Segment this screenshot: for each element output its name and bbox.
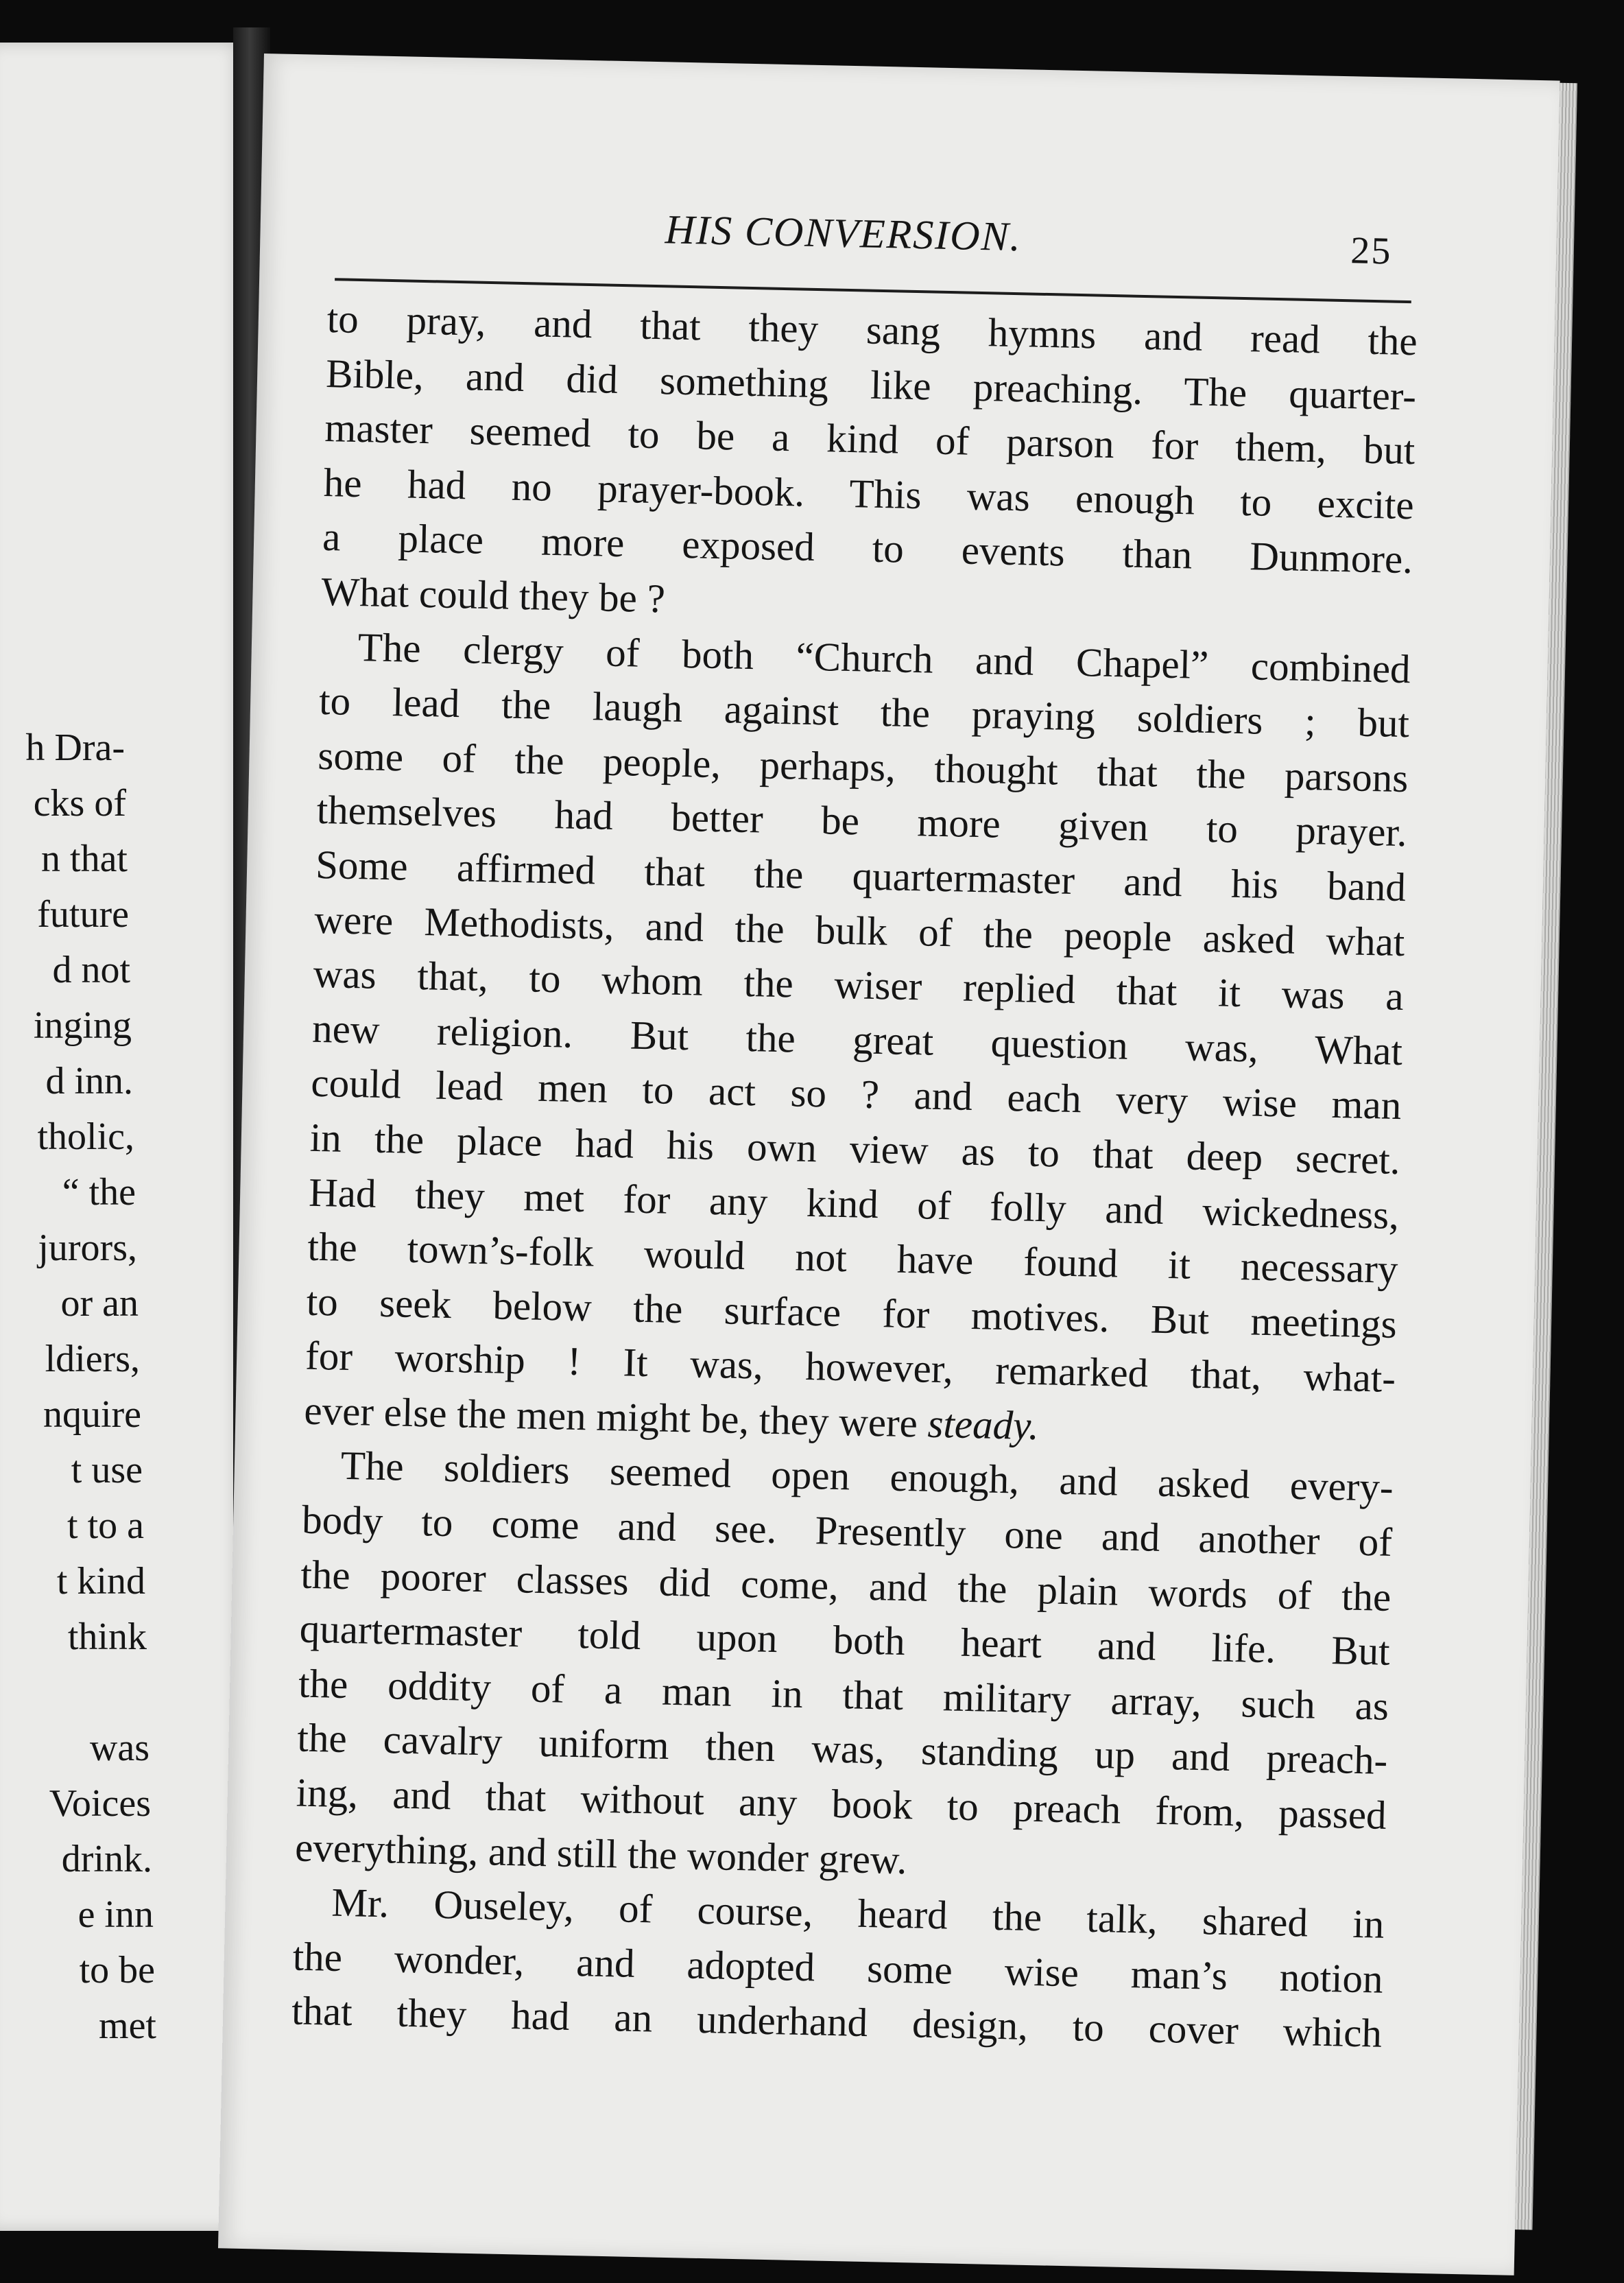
left-page-line: n that xyxy=(41,838,128,880)
text-line: for worship ! It was, however, remarked that, what- xyxy=(304,1332,1396,1401)
left-page-line: d not xyxy=(52,949,130,991)
left-page-line: inging xyxy=(33,1004,132,1047)
text-line: that they had an underhand design, to cover which xyxy=(291,1987,1383,2057)
previous-page-strip xyxy=(0,43,248,2231)
text-line: in the place had his own view as to that deep secret. xyxy=(309,1114,1401,1183)
running-title: HIS CONVERSION. xyxy=(665,206,1023,260)
text-line: the oddity of a man in that military array, such as xyxy=(298,1660,1389,1729)
text-line: ing, and that without any book to preach from, passed xyxy=(296,1769,1387,1838)
left-page-line: t to a xyxy=(67,1504,144,1547)
emphasized-word: steady. xyxy=(927,1400,1040,1448)
left-page-line: e inn xyxy=(77,1893,154,1936)
text-line: he had no prayer-book. This was enough to excite xyxy=(323,459,1415,528)
text-line: was that, to whom the wiser replied that it was a xyxy=(313,950,1405,1019)
left-page-line: was xyxy=(89,1727,150,1769)
text-line: themselves had better be more given to prayer. xyxy=(316,787,1408,855)
text-line: everything, and still the wonder grew. xyxy=(294,1824,908,1882)
text-line: the wonder, and adopted some wise man’s notion xyxy=(292,1933,1384,2002)
text-line: new religion. But the great question was, What xyxy=(311,1005,1403,1074)
left-page-line: t use xyxy=(71,1449,143,1491)
text-line: could lead men to act so ? and each very wise man xyxy=(310,1060,1402,1128)
text-line: quartermaster told upon both heart and life. But xyxy=(299,1605,1391,1675)
left-page-line: h Dra- xyxy=(25,726,125,769)
left-page-line: or an xyxy=(60,1282,139,1325)
left-page-line: future xyxy=(37,893,129,936)
text-line: body to come and see. Presently one and another of xyxy=(301,1496,1393,1565)
text-line: Had they met for any kind of folly and wickedness, xyxy=(308,1169,1400,1238)
text-line: What could they be ? xyxy=(320,568,666,622)
text-line: to pray, and that they sang hymns and read the xyxy=(326,296,1418,364)
text-line: to lead the laugh against the praying soldiers ; but xyxy=(318,678,1410,746)
text-line: The soldiers seemed open enough, and asked every- xyxy=(340,1443,1394,1511)
page-number: 25 xyxy=(1350,229,1392,273)
text-line: Bible, and did something like preaching. The quarter- xyxy=(325,350,1417,418)
left-page-line: Voices xyxy=(49,1782,151,1825)
left-page-line: think xyxy=(67,1616,147,1658)
text-line: Mr. Ouseley, of course, heard the talk, shared in xyxy=(331,1879,1385,1948)
left-page-line: t kind xyxy=(56,1560,145,1602)
left-page-line: d inn. xyxy=(45,1060,133,1102)
left-page-line: cks of xyxy=(33,782,126,825)
text-line: the poorer classes did come, and the plain words of the xyxy=(300,1551,1392,1620)
page-body-text xyxy=(291,292,1418,2061)
text-line: a place more exposed to events than Dunmore. xyxy=(322,514,1413,582)
text-line: master seemed to be a kind of parson for them, but xyxy=(324,405,1416,473)
left-page-line: nquire xyxy=(43,1393,141,1436)
left-page-line: drink. xyxy=(61,1838,152,1880)
text-line: some of the people, perhaps, thought that the parsons xyxy=(317,732,1409,801)
text-line: The clergy of both “Church and Chapel” combined xyxy=(357,624,1411,691)
text-line: Some affirmed that the quartermaster and his band xyxy=(315,841,1407,910)
current-page xyxy=(218,54,1560,2275)
running-head xyxy=(261,198,1557,273)
left-page-line: met xyxy=(99,2004,156,2047)
left-page-line: tholic, xyxy=(37,1115,134,1158)
text-line: the cavalry uniform then was, standing up and preach- xyxy=(296,1715,1388,1784)
left-page-line: to be xyxy=(79,1949,155,1991)
text-line: were Methodists, and the bulk of the people asked what xyxy=(313,896,1405,965)
text-line: to seek below the surface for motives. But meetings xyxy=(306,1278,1398,1347)
left-page-line: “ the xyxy=(62,1171,136,1214)
left-page-line: ldiers, xyxy=(45,1338,140,1380)
left-page-line: jurors, xyxy=(38,1227,137,1269)
text-line: ever else the men might be, they were steady. xyxy=(303,1387,1040,1448)
text-line: the town’s-folk would not have found it necessary xyxy=(307,1223,1398,1292)
